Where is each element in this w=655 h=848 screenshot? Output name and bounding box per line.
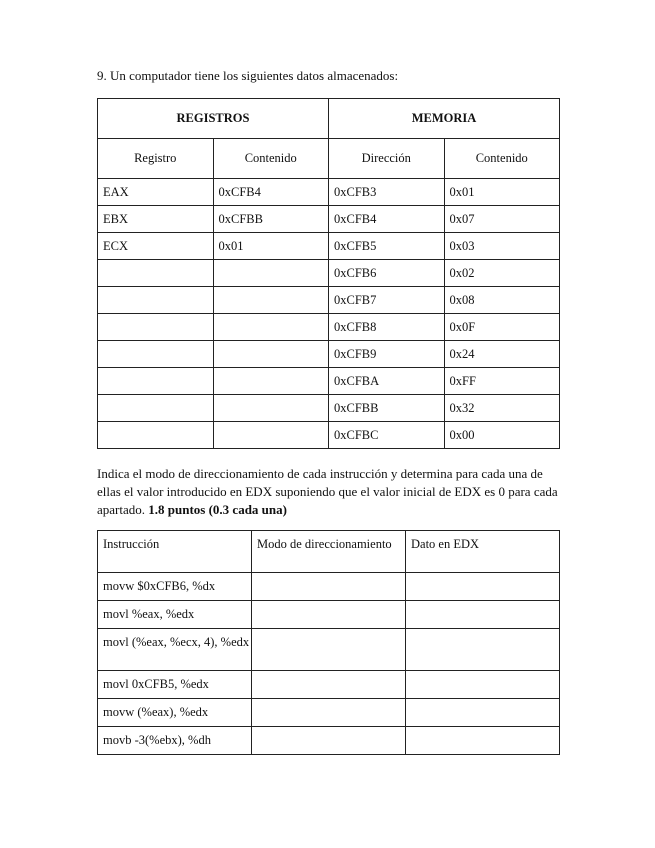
table-row bbox=[98, 314, 560, 341]
register-name bbox=[98, 395, 214, 422]
answer-table bbox=[97, 530, 560, 755]
table-row bbox=[98, 287, 560, 314]
memory-value: 0xFF bbox=[444, 368, 560, 395]
table-row bbox=[98, 699, 560, 727]
instruction-cell: movl 0xCFB5, %edx bbox=[98, 671, 252, 699]
register-value bbox=[213, 368, 329, 395]
mode-answer-cell[interactable] bbox=[252, 629, 406, 671]
register-name bbox=[98, 368, 214, 395]
register-value bbox=[213, 422, 329, 449]
direccion-column-header: Dirección bbox=[329, 139, 445, 179]
memory-value: 0x03 bbox=[444, 233, 560, 260]
register-name bbox=[98, 314, 214, 341]
memory-address: 0xCFB8 bbox=[329, 314, 445, 341]
modo-column-header: Modo de direccionamiento bbox=[252, 531, 406, 573]
memory-address: 0xCFB4 bbox=[329, 206, 445, 233]
register-value: 0x01 bbox=[213, 233, 329, 260]
memory-value: 0x02 bbox=[444, 260, 560, 287]
register-value: 0xCFB4 bbox=[213, 179, 329, 206]
table-row bbox=[98, 233, 560, 260]
table-row bbox=[98, 422, 560, 449]
instruction-cell: movl %eax, %edx bbox=[98, 601, 252, 629]
table-row bbox=[98, 629, 560, 671]
register-value bbox=[213, 341, 329, 368]
register-name: EAX bbox=[98, 179, 214, 206]
mem-contenido-column-header: Contenido bbox=[444, 139, 560, 179]
register-name: EBX bbox=[98, 206, 214, 233]
register-name bbox=[98, 341, 214, 368]
instruccion-column-header: Instrucción bbox=[98, 531, 252, 573]
table-row bbox=[98, 341, 560, 368]
edx-answer-cell[interactable] bbox=[406, 601, 560, 629]
instruction-cell: movb -3(%ebx), %dh bbox=[98, 727, 252, 755]
edx-answer-cell[interactable] bbox=[406, 573, 560, 601]
table-row bbox=[98, 395, 560, 422]
table-row bbox=[98, 573, 560, 601]
memory-value: 0x07 bbox=[444, 206, 560, 233]
register-value bbox=[213, 260, 329, 287]
table-row bbox=[98, 671, 560, 699]
register-name: ECX bbox=[98, 233, 214, 260]
mode-answer-cell[interactable] bbox=[252, 573, 406, 601]
data-table bbox=[97, 98, 560, 449]
register-name bbox=[98, 260, 214, 287]
points-text: 1.8 puntos (0.3 cada una) bbox=[148, 502, 287, 517]
question-title: 9. Un computador tiene los siguientes datos almacenados: bbox=[97, 68, 399, 83]
memory-value: 0x32 bbox=[444, 395, 560, 422]
memory-address: 0xCFB7 bbox=[329, 287, 445, 314]
memory-address: 0xCFBB bbox=[329, 395, 445, 422]
dato-column-header: Dato en EDX bbox=[406, 531, 560, 573]
mode-answer-cell[interactable] bbox=[252, 601, 406, 629]
memory-address: 0xCFB5 bbox=[329, 233, 445, 260]
reg-contenido-column-header: Contenido bbox=[213, 139, 329, 179]
instructions-paragraph bbox=[97, 465, 567, 519]
instruction-cell: movl (%eax, %ecx, 4), %edx bbox=[98, 629, 252, 671]
instruction-cell: movw (%eax), %edx bbox=[98, 699, 252, 727]
mode-answer-cell[interactable] bbox=[252, 671, 406, 699]
instruction-cell: movw $0xCFB6, %dx bbox=[98, 573, 252, 601]
memory-address: 0xCFBA bbox=[329, 368, 445, 395]
registros-header: REGISTROS bbox=[98, 99, 329, 139]
table-row bbox=[98, 179, 560, 206]
memory-address: 0xCFB6 bbox=[329, 260, 445, 287]
memory-value: 0x01 bbox=[444, 179, 560, 206]
table-row bbox=[98, 727, 560, 755]
table-row bbox=[98, 260, 560, 287]
instructions-text: Indica el modo de direccionamiento de cada instrucción y determina para cada una de ellas el valor introducido en EDX suponiendo que el valor inicial de EDX es 0 para cada apartado. bbox=[97, 466, 558, 517]
memory-value: 0x08 bbox=[444, 287, 560, 314]
edx-answer-cell[interactable] bbox=[406, 699, 560, 727]
memory-value: 0x0F bbox=[444, 314, 560, 341]
edx-answer-cell[interactable] bbox=[406, 671, 560, 699]
memory-value: 0x24 bbox=[444, 341, 560, 368]
register-value: 0xCFBB bbox=[213, 206, 329, 233]
memory-address: 0xCFBC bbox=[329, 422, 445, 449]
memory-address: 0xCFB9 bbox=[329, 341, 445, 368]
register-value bbox=[213, 395, 329, 422]
table-row bbox=[98, 601, 560, 629]
mode-answer-cell[interactable] bbox=[252, 727, 406, 755]
memory-value: 0x00 bbox=[444, 422, 560, 449]
registro-column-header: Registro bbox=[98, 139, 214, 179]
edx-answer-cell[interactable] bbox=[406, 629, 560, 671]
memoria-header: MEMORIA bbox=[329, 99, 560, 139]
mode-answer-cell[interactable] bbox=[252, 699, 406, 727]
memory-address: 0xCFB3 bbox=[329, 179, 445, 206]
register-name bbox=[98, 422, 214, 449]
register-name bbox=[98, 287, 214, 314]
table-row bbox=[98, 206, 560, 233]
table-row bbox=[98, 368, 560, 395]
register-value bbox=[213, 314, 329, 341]
register-value bbox=[213, 287, 329, 314]
edx-answer-cell[interactable] bbox=[406, 727, 560, 755]
